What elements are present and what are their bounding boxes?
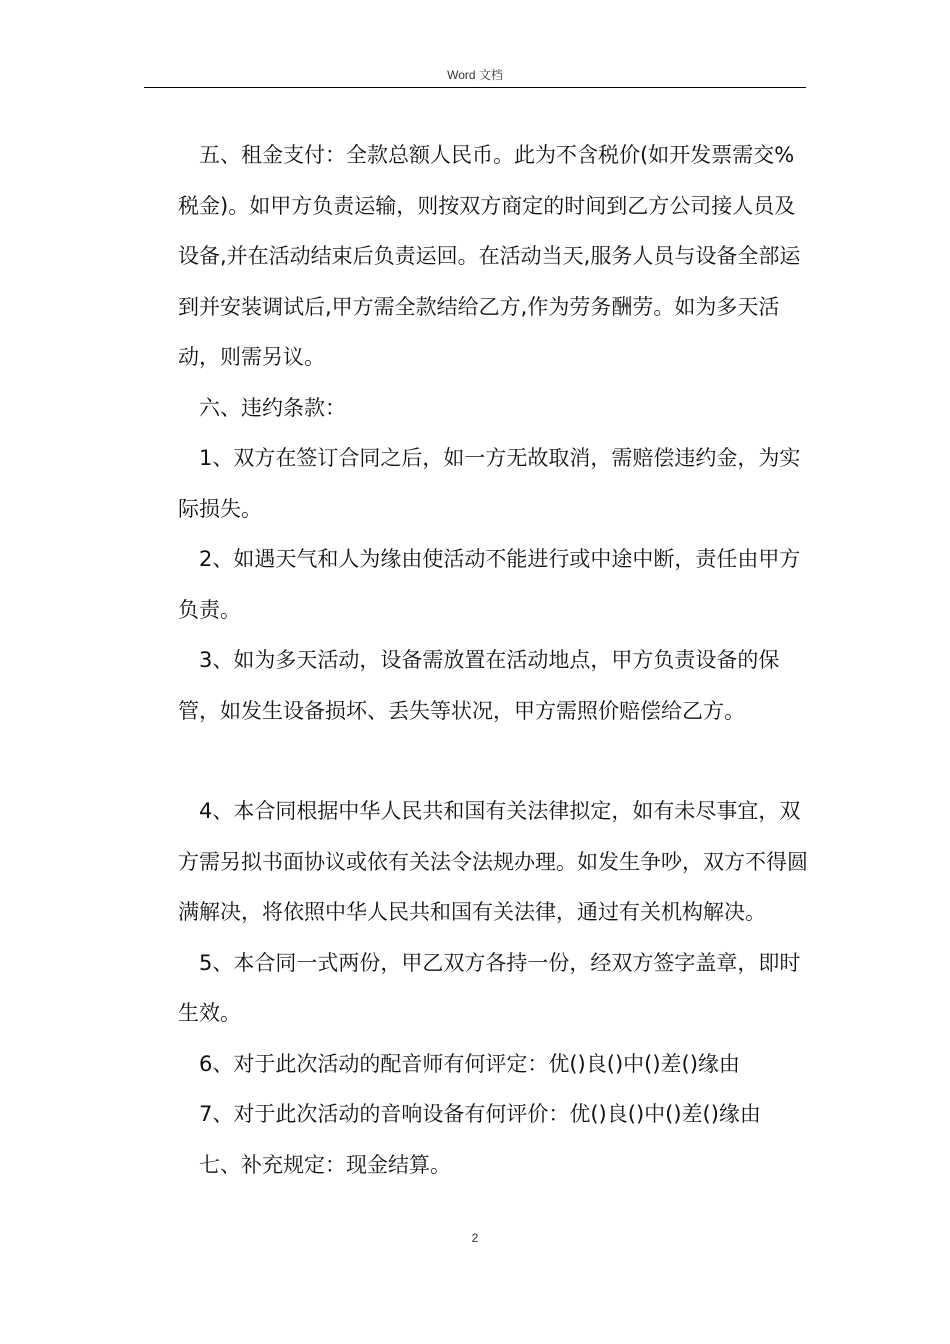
paragraph-rent-payment: 五、租金支付：全款总额人民币。此为不含税价(如开发票需交%税金)。如甲方负责运输，则按双方商定的时间到乙方公司接人员及设备,并在活动结束后负责运回。在活动当天,服务人员与设备全部运到并安装调试后,甲方需全款结给乙方,作为劳务酬劳。如为多天活动，则需另议。: [178, 143, 801, 369]
blank-line: [178, 736, 808, 786]
page-number: 2: [471, 1231, 479, 1245]
header-divider: [144, 87, 806, 88]
paragraph-clause-5: 5、本合同一式两份，甲乙双方各持一份，经双方签字盖章，即时生效。: [178, 950, 801, 1025]
document-header: Word 文档: [447, 68, 503, 82]
document-body: [178, 130, 808, 1190]
paragraph-clause-2: 2、如遇天气和人为缘由使活动不能进行或中途中断，责任由甲方负责。: [178, 547, 801, 622]
paragraph-clause-6: 6、对于此次活动的配音师有何评定：优()良()中()差()缘由: [199, 1051, 740, 1076]
paragraph-clause-3: 3、如为多天活动，设备需放置在活动地点，甲方负责设备的保管，如发生设备损坏、丢失等状况，甲方需照价赔偿给乙方。: [178, 648, 780, 723]
paragraph-clause-1: 1、双方在签订合同之后，如一方无故取消，需赔偿违约金，为实际损失。: [178, 446, 801, 521]
paragraph-breach-heading: 六、违约条款：: [199, 395, 346, 420]
paragraph-supplement: 七、补充规定：现金结算。: [199, 1152, 451, 1177]
paragraph-clause-7: 7、对于此次活动的音响设备有何评价：优()良()中()差()缘由: [199, 1102, 761, 1126]
paragraph-clause-4: 4、本合同根据中华人民共和国有关法律拟定，如有未尽事宜，双方需另拟书面协议或依有关法令法规办理。如发生争吵，双方不得圆满解决，将依照中华人民共和国有关法律，通过有关机构解决。: [178, 799, 808, 924]
